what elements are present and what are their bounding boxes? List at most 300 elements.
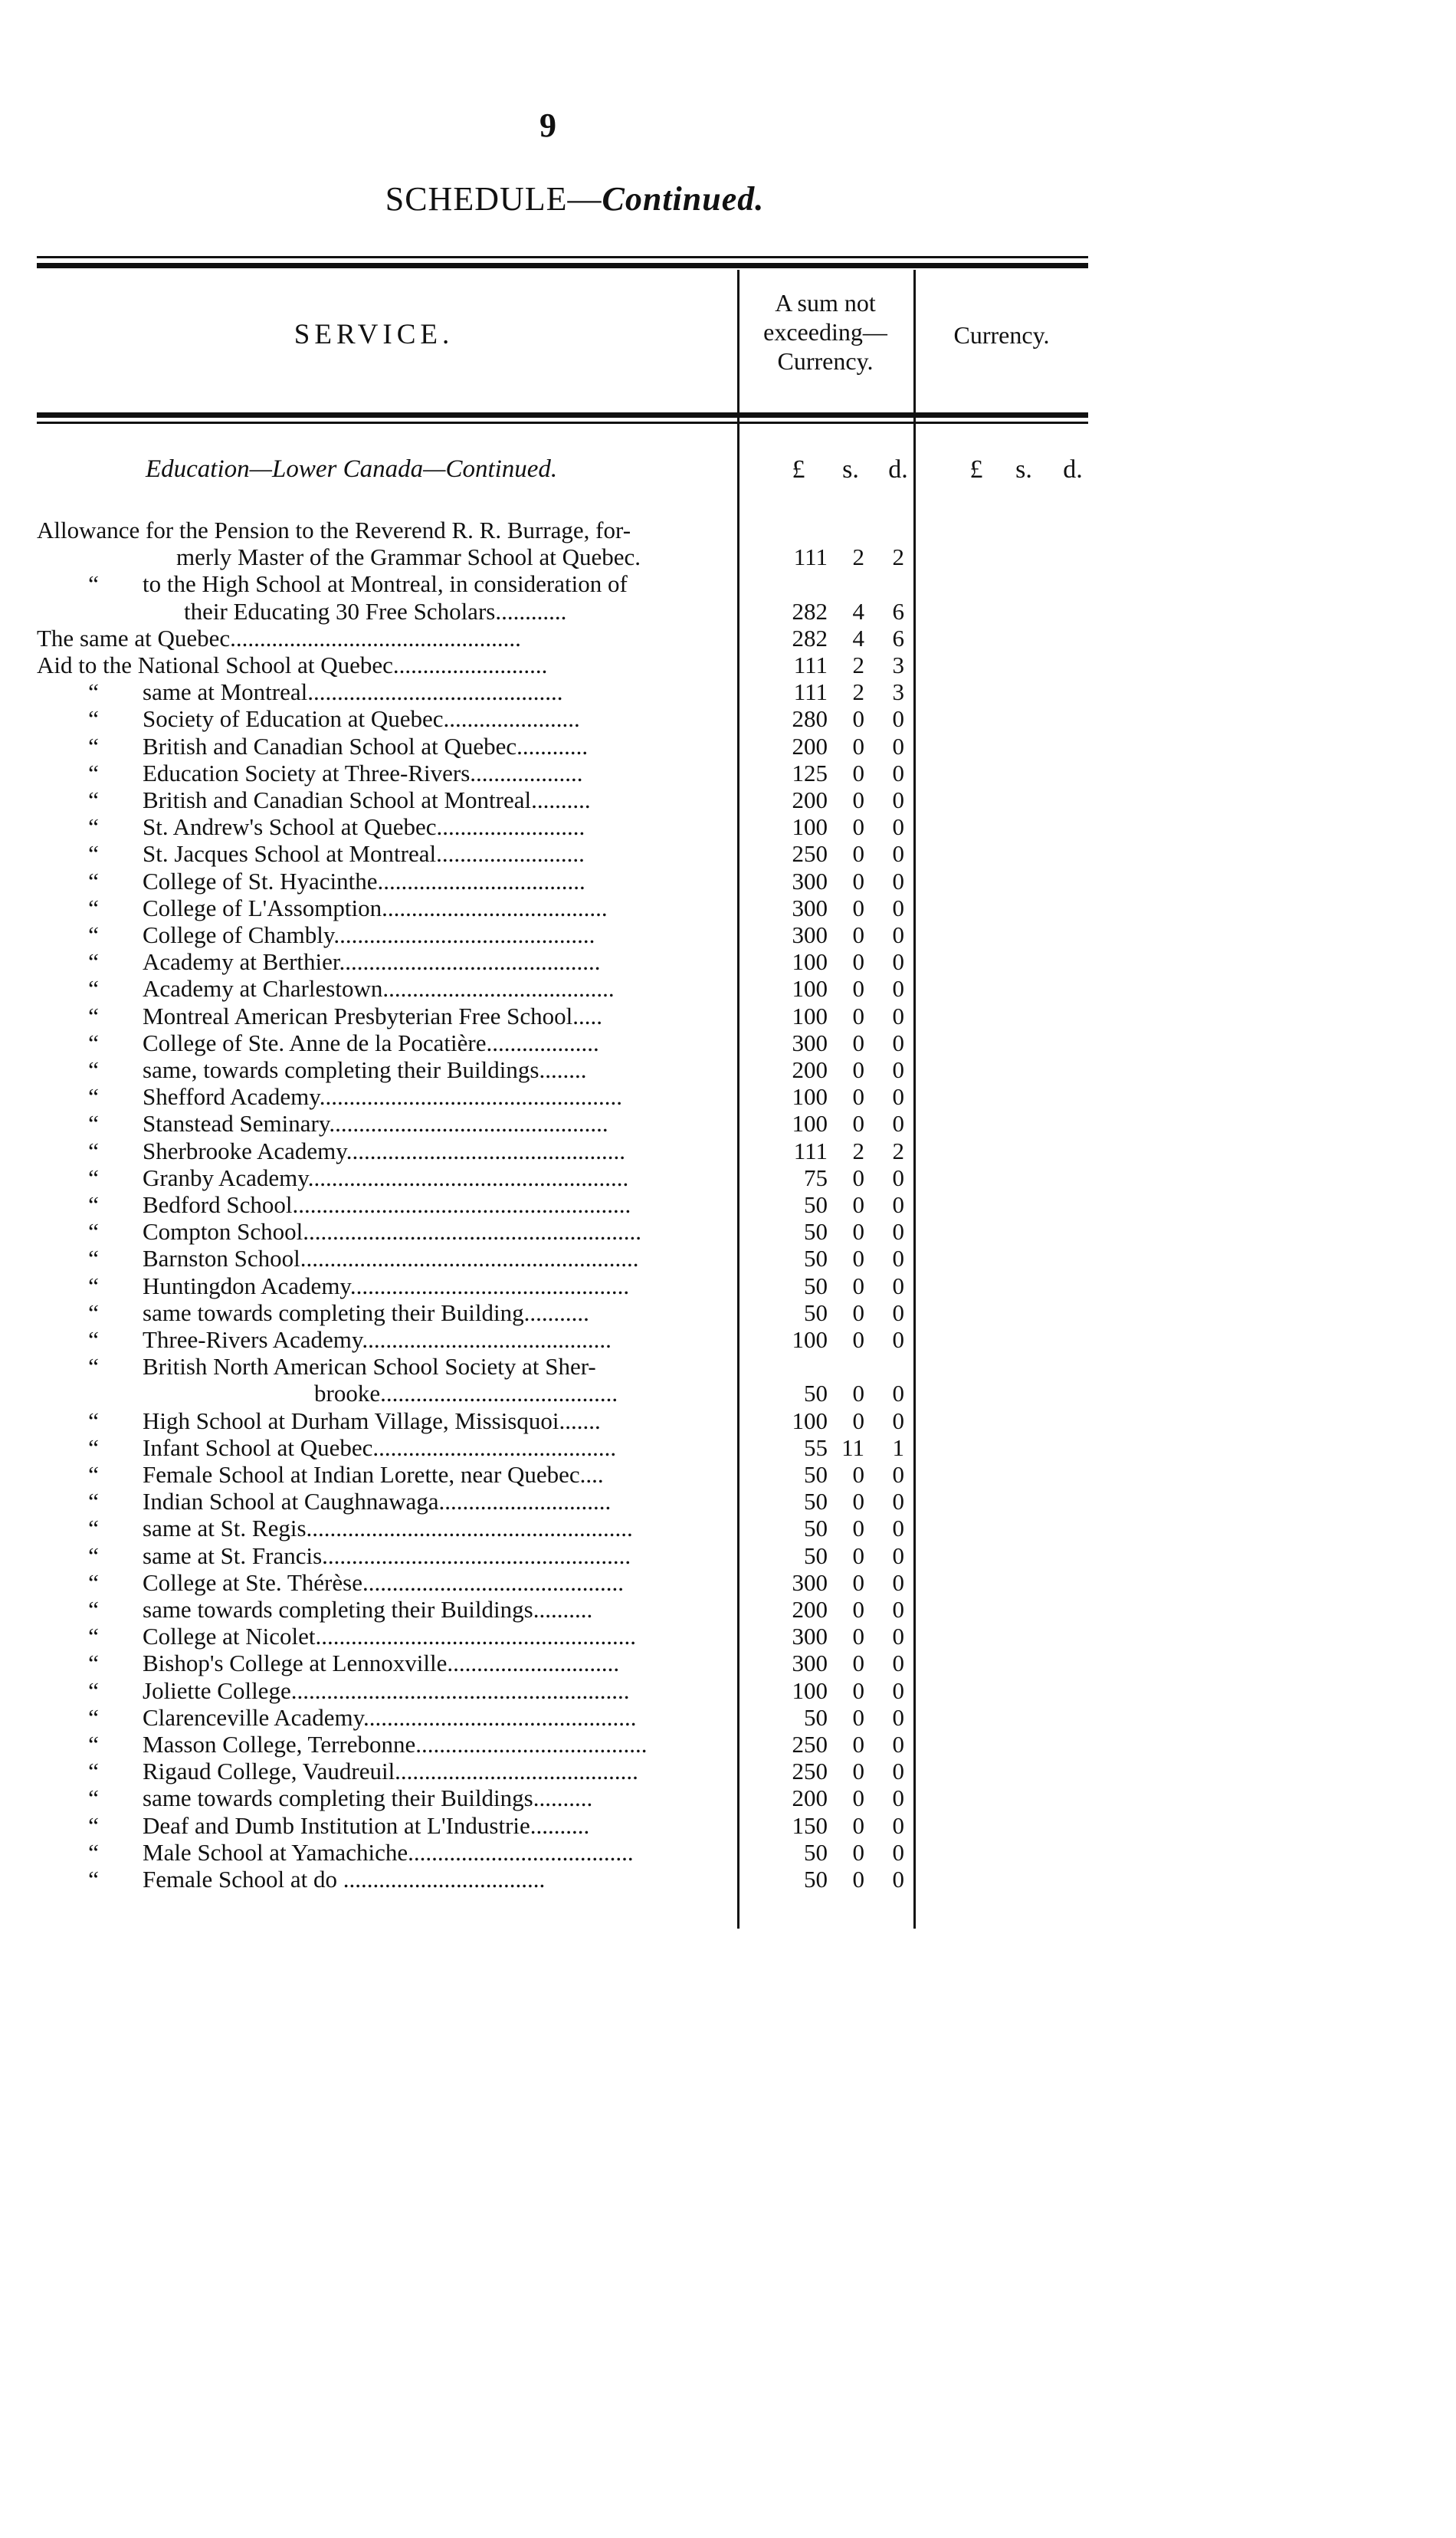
amount-shillings: 0 xyxy=(852,840,864,868)
amount-pence: 0 xyxy=(892,840,904,868)
service-label: Compton School......................................................... xyxy=(143,1219,642,1246)
amount-pounds: 200 xyxy=(792,732,828,760)
service-label: Bedford School......................................................... xyxy=(143,1192,631,1218)
amount-pounds: 50 xyxy=(804,1515,828,1542)
service-label: same towards completing their Buildings.......... xyxy=(143,1597,593,1623)
ditto-mark: “ xyxy=(88,1623,99,1650)
table-row xyxy=(0,734,1456,760)
ditto-mark: “ xyxy=(88,1433,99,1461)
service-label: College of Chambly............................................ xyxy=(143,922,595,948)
amount-pounds: 100 xyxy=(792,1676,828,1704)
ditto-mark: “ xyxy=(88,867,99,895)
amount-pence: 6 xyxy=(892,597,904,625)
ditto-mark: “ xyxy=(88,705,99,733)
service-label: Stanstead Seminary............................................... xyxy=(143,1111,608,1138)
amount-pounds: 50 xyxy=(804,1866,828,1893)
table-row xyxy=(0,706,1456,732)
service-label: College of L'Assomption...................................... xyxy=(143,895,608,921)
table-row xyxy=(0,814,1456,840)
service-label: Academy at Charlestown....................................... xyxy=(143,976,615,1003)
ditto-mark: “ xyxy=(88,1784,99,1812)
table-row xyxy=(0,1219,1456,1245)
amount-pence: 0 xyxy=(892,1811,904,1839)
amount-shillings: 2 xyxy=(852,1137,864,1164)
table-row xyxy=(0,1624,1456,1650)
ditto-mark: “ xyxy=(88,1838,99,1866)
table-row xyxy=(0,922,1456,948)
table-row xyxy=(0,1732,1456,1758)
amount-pence: 3 xyxy=(892,678,904,706)
schedule-title-continued: Continued. xyxy=(602,180,765,218)
table-row xyxy=(0,1435,1456,1461)
service-label: Academy at Berthier............................................ xyxy=(143,949,601,976)
table-row xyxy=(0,1705,1456,1731)
service-label: Society of Education at Quebec....................... xyxy=(143,706,580,733)
amount-shillings: 0 xyxy=(852,732,864,760)
amount-shillings: 4 xyxy=(852,624,864,652)
service-label: Deaf and Dumb Institution at L'Industrie.......... xyxy=(143,1812,590,1839)
ditto-mark: “ xyxy=(88,1515,99,1542)
section-title: Education—Lower Canada—Continued. xyxy=(146,455,558,483)
service-label: same at Montreal........................................... xyxy=(143,679,563,706)
ditto-mark: “ xyxy=(88,1191,99,1218)
table-row xyxy=(0,841,1456,867)
ditto-mark: “ xyxy=(88,1542,99,1569)
amount-pence: 0 xyxy=(892,1056,904,1083)
table-row xyxy=(0,1381,1456,1407)
amount-pence: 0 xyxy=(892,759,904,786)
amount-shillings: 0 xyxy=(852,1029,864,1056)
amount-shillings: 0 xyxy=(852,1002,864,1029)
ditto-mark: “ xyxy=(88,1326,99,1353)
table-row xyxy=(0,1084,1456,1110)
amount-shillings: 0 xyxy=(852,1758,864,1785)
table-row xyxy=(0,1057,1456,1083)
amount-pounds: 300 xyxy=(792,1568,828,1596)
amount-pounds: 100 xyxy=(792,1110,828,1138)
amount-shillings: 0 xyxy=(852,1703,864,1731)
currency-pounds-unit: £ xyxy=(969,455,983,484)
amount-pence: 0 xyxy=(892,1380,904,1407)
ditto-mark: “ xyxy=(88,1866,99,1893)
ditto-mark: “ xyxy=(88,948,99,976)
amount-pence: 0 xyxy=(892,948,904,976)
ditto-mark: “ xyxy=(88,1758,99,1785)
service-label: St. Andrew's School at Quebec......................... xyxy=(143,814,585,841)
amount-shillings: 2 xyxy=(852,543,864,571)
amount-shillings: 0 xyxy=(852,1811,864,1839)
service-label: Education Society at Three-Rivers................... xyxy=(143,760,583,786)
service-label: same towards completing their Building........... xyxy=(143,1299,589,1326)
amount-shillings: 0 xyxy=(852,1784,864,1812)
service-column-header: SERVICE. xyxy=(293,319,454,350)
table-row xyxy=(0,868,1456,895)
service-label: British and Canadian School at Quebec............ xyxy=(143,733,589,760)
amount-shillings: 0 xyxy=(852,786,864,813)
amount-pounds: 50 xyxy=(804,1272,828,1299)
service-label: British and Canadian School at Montreal.......... xyxy=(143,787,591,813)
table-row xyxy=(0,1138,1456,1164)
sum-column-header: A sum not exceeding— Currency. xyxy=(763,289,887,375)
amount-pounds: 50 xyxy=(804,1380,828,1407)
amount-pence: 0 xyxy=(892,1029,904,1056)
service-label: Granby Academy...................................................... xyxy=(143,1164,629,1191)
amount-shillings: 0 xyxy=(852,867,864,895)
amount-shillings: 0 xyxy=(852,1191,864,1218)
ditto-mark: “ xyxy=(88,1164,99,1191)
header-top-rule-thin xyxy=(37,256,1088,258)
ditto-mark: “ xyxy=(88,1056,99,1083)
amount-pounds: 50 xyxy=(804,1218,828,1246)
amount-shillings: 0 xyxy=(852,1407,864,1434)
amount-pounds: 282 xyxy=(792,624,828,652)
amount-pounds: 125 xyxy=(792,759,828,786)
amount-shillings: 0 xyxy=(852,1218,864,1246)
amount-pence: 0 xyxy=(892,1326,904,1353)
table-row xyxy=(0,949,1456,975)
service-label: brooke........................................ xyxy=(314,1381,618,1407)
amount-pounds: 50 xyxy=(804,1299,828,1326)
amount-shillings: 0 xyxy=(852,1245,864,1272)
ditto-mark: “ xyxy=(88,732,99,760)
amount-pence: 0 xyxy=(892,1731,904,1758)
service-label: Clarenceville Academy.............................................. xyxy=(143,1704,637,1731)
ditto-mark: “ xyxy=(88,1029,99,1056)
amount-pence: 0 xyxy=(892,1461,904,1488)
service-label: The same at Quebec................................................. xyxy=(37,625,521,652)
table-row xyxy=(0,1758,1456,1784)
ditto-mark: “ xyxy=(88,894,99,921)
sum-shillings-unit: s. xyxy=(842,455,859,484)
ditto-mark: “ xyxy=(88,840,99,868)
table-row xyxy=(0,1327,1456,1353)
amount-pounds: 111 xyxy=(793,678,828,706)
amount-pence: 0 xyxy=(892,894,904,921)
service-label: Masson College, Terrebonne....................................... xyxy=(143,1732,648,1758)
ditto-mark: “ xyxy=(88,570,99,598)
service-label: same at St. Francis.................................................... xyxy=(143,1542,631,1569)
amount-pence: 0 xyxy=(892,1838,904,1866)
amount-pence: 0 xyxy=(892,1676,904,1704)
service-label: Indian School at Caughnawaga............................. xyxy=(143,1489,612,1515)
amount-pounds: 100 xyxy=(792,813,828,841)
amount-pounds: 111 xyxy=(793,1137,828,1164)
table-row xyxy=(0,1192,1456,1218)
service-label: College of St. Hyacinthe................................... xyxy=(143,868,585,895)
table-row xyxy=(0,1408,1456,1434)
amount-pence: 0 xyxy=(892,1002,904,1029)
amount-pounds: 50 xyxy=(804,1461,828,1488)
ditto-mark: “ xyxy=(88,975,99,1003)
service-label: Barnston School......................................................... xyxy=(143,1246,639,1272)
service-label: Female School at Indian Lorette, near Quebec.... xyxy=(143,1462,604,1488)
amount-pounds: 50 xyxy=(804,1703,828,1731)
amount-pence: 0 xyxy=(892,1866,904,1893)
amount-shillings: 0 xyxy=(852,1083,864,1111)
amount-pence: 1 xyxy=(892,1433,904,1461)
ditto-mark: “ xyxy=(88,1811,99,1839)
ditto-mark: “ xyxy=(88,1353,99,1381)
amount-shillings: 0 xyxy=(852,1488,864,1515)
amount-shillings: 0 xyxy=(852,975,864,1003)
amount-pence: 0 xyxy=(892,1110,904,1138)
table-row xyxy=(0,1354,1456,1380)
header-top-rule-thick xyxy=(37,263,1088,268)
amount-shillings: 0 xyxy=(852,1838,864,1866)
amount-shillings: 0 xyxy=(852,1056,864,1083)
amount-shillings: 0 xyxy=(852,1623,864,1650)
table-row xyxy=(0,1300,1456,1326)
amount-pence: 0 xyxy=(892,1218,904,1246)
table-row xyxy=(0,1597,1456,1623)
service-label: St. Jacques School at Montreal......................... xyxy=(143,841,585,868)
service-label: Joliette College......................................................... xyxy=(143,1677,630,1704)
amount-pounds: 100 xyxy=(792,1083,828,1111)
amount-shillings: 0 xyxy=(852,1461,864,1488)
table-row xyxy=(0,625,1456,652)
amount-shillings: 0 xyxy=(852,1272,864,1299)
ditto-mark: “ xyxy=(88,759,99,786)
table-row xyxy=(0,1867,1456,1893)
service-label: Allowance for the Pension to the Reverend R. R. Burrage, for- xyxy=(37,517,631,543)
table-row xyxy=(0,1246,1456,1272)
amount-pence: 2 xyxy=(892,1137,904,1164)
amount-pence: 0 xyxy=(892,867,904,895)
amount-pence: 0 xyxy=(892,813,904,841)
amount-shillings: 0 xyxy=(852,1515,864,1542)
amount-pence: 6 xyxy=(892,624,904,652)
amount-shillings: 0 xyxy=(852,1596,864,1623)
amount-pounds: 200 xyxy=(792,1056,828,1083)
table-row xyxy=(0,1462,1456,1488)
currency-pence-unit: d. xyxy=(1063,455,1083,484)
service-label: Shefford Academy................................................... xyxy=(143,1084,622,1111)
ditto-mark: “ xyxy=(88,921,99,948)
amount-shillings: 0 xyxy=(852,1326,864,1353)
schedule-title xyxy=(0,179,1149,218)
amount-pounds: 50 xyxy=(804,1245,828,1272)
amount-pounds: 50 xyxy=(804,1542,828,1569)
amount-pounds: 200 xyxy=(792,1596,828,1623)
amount-pence: 0 xyxy=(892,1164,904,1191)
amount-pounds: 100 xyxy=(792,1407,828,1434)
ditto-mark: “ xyxy=(88,1596,99,1623)
table-row xyxy=(0,1111,1456,1137)
amount-pence: 0 xyxy=(892,1083,904,1111)
table-row xyxy=(0,1165,1456,1191)
amount-pence: 3 xyxy=(892,652,904,678)
amount-pence: 0 xyxy=(892,1703,904,1731)
amount-shillings: 0 xyxy=(852,1568,864,1596)
amount-pence: 0 xyxy=(892,705,904,733)
amount-pence: 0 xyxy=(892,1623,904,1650)
amount-shillings: 0 xyxy=(852,894,864,921)
amount-shillings: 0 xyxy=(852,948,864,976)
amount-pounds: 50 xyxy=(804,1488,828,1515)
amount-pounds: 150 xyxy=(792,1811,828,1839)
currency-shillings-unit: s. xyxy=(1015,455,1032,484)
table-row xyxy=(0,517,1456,543)
amount-pence: 0 xyxy=(892,786,904,813)
ditto-mark: “ xyxy=(88,1137,99,1164)
page-number: 9 xyxy=(539,107,556,144)
table-row xyxy=(0,1030,1456,1056)
service-label: merly Master of the Grammar School at Quebec. xyxy=(176,544,641,571)
service-label: Female School at do .................................. xyxy=(143,1867,546,1893)
amount-shillings: 0 xyxy=(852,1731,864,1758)
amount-pence: 0 xyxy=(892,1515,904,1542)
service-label: College at Ste. Thérèse............................................ xyxy=(143,1569,624,1596)
table-row xyxy=(0,1273,1456,1299)
service-label: College at Nicolet...................................................... xyxy=(143,1624,637,1650)
amount-pence: 0 xyxy=(892,921,904,948)
service-label: same towards completing their Buildings.......... xyxy=(143,1785,593,1812)
table-row xyxy=(0,1543,1456,1569)
amount-pounds: 300 xyxy=(792,1623,828,1650)
amount-pounds: 200 xyxy=(792,1784,828,1812)
amount-shillings: 0 xyxy=(852,1299,864,1326)
amount-pounds: 300 xyxy=(792,1029,828,1056)
amount-pounds: 50 xyxy=(804,1191,828,1218)
table-row xyxy=(0,1785,1456,1811)
table-row xyxy=(0,1840,1456,1866)
table-row xyxy=(0,1813,1456,1839)
amount-pence: 0 xyxy=(892,975,904,1003)
amount-pence: 0 xyxy=(892,1299,904,1326)
service-label: Three-Rivers Academy.......................................... xyxy=(143,1327,612,1353)
amount-pence: 0 xyxy=(892,1568,904,1596)
amount-pence: 0 xyxy=(892,1407,904,1434)
amount-pence: 0 xyxy=(892,1245,904,1272)
amount-shillings: 0 xyxy=(852,1380,864,1407)
amount-pounds: 300 xyxy=(792,867,828,895)
service-label: High School at Durham Village, Missisquoi....... xyxy=(143,1407,601,1434)
amount-pence: 0 xyxy=(892,1542,904,1569)
amount-pence: 2 xyxy=(892,543,904,571)
amount-shillings: 0 xyxy=(852,705,864,733)
service-label: Montreal American Presbyterian Free School..... xyxy=(143,1003,603,1029)
amount-pounds: 111 xyxy=(793,543,828,571)
table-row xyxy=(0,544,1456,570)
table-row xyxy=(0,895,1456,921)
amount-pounds: 200 xyxy=(792,786,828,813)
ditto-mark: “ xyxy=(88,1407,99,1434)
service-label: British North American School Society at Sher- xyxy=(143,1354,596,1381)
amount-shillings: 0 xyxy=(852,1164,864,1191)
service-label: Male School at Yamachiche...................................... xyxy=(143,1839,634,1866)
table-row xyxy=(0,1678,1456,1704)
ditto-mark: “ xyxy=(88,786,99,813)
service-label: College of Ste. Anne de la Pocatière................... xyxy=(143,1029,599,1056)
ditto-mark: “ xyxy=(88,1568,99,1596)
amount-pounds: 250 xyxy=(792,1731,828,1758)
amount-shillings: 0 xyxy=(852,813,864,841)
amount-pounds: 300 xyxy=(792,921,828,948)
amount-shillings: 0 xyxy=(852,1676,864,1704)
service-label: same at St. Regis....................................................... xyxy=(143,1515,633,1542)
ditto-mark: “ xyxy=(88,1703,99,1731)
ditto-mark: “ xyxy=(88,1650,99,1677)
ditto-mark: “ xyxy=(88,1731,99,1758)
ditto-mark: “ xyxy=(88,1299,99,1326)
ditto-mark: “ xyxy=(88,1218,99,1246)
table-row xyxy=(0,1003,1456,1029)
ditto-mark: “ xyxy=(88,813,99,841)
sum-pence-unit: d. xyxy=(888,455,908,484)
ditto-mark: “ xyxy=(88,1245,99,1272)
amount-pounds: 75 xyxy=(804,1164,828,1191)
amount-shillings: 0 xyxy=(852,921,864,948)
amount-pounds: 100 xyxy=(792,975,828,1003)
amount-shillings: 0 xyxy=(852,1110,864,1138)
service-label: Huntingdon Academy............................................... xyxy=(143,1272,630,1299)
ditto-mark: “ xyxy=(88,678,99,706)
ditto-mark: “ xyxy=(88,1272,99,1299)
amount-pence: 0 xyxy=(892,1758,904,1785)
amount-pounds: 250 xyxy=(792,1758,828,1785)
amount-pounds: 280 xyxy=(792,705,828,733)
ditto-mark: “ xyxy=(88,1488,99,1515)
table-row xyxy=(0,652,1456,678)
service-label: Rigaud College, Vaudreuil......................................... xyxy=(143,1758,638,1785)
amount-pence: 0 xyxy=(892,1488,904,1515)
header-bottom-rule-thick xyxy=(37,412,1088,418)
ditto-mark: “ xyxy=(88,1002,99,1029)
currency-column-header: Currency. xyxy=(953,321,1050,349)
amount-pounds: 250 xyxy=(792,840,828,868)
amount-pounds: 100 xyxy=(792,948,828,976)
service-label: same, towards completing their Buildings........ xyxy=(143,1057,587,1083)
amount-shillings: 0 xyxy=(852,1650,864,1677)
amount-pounds: 55 xyxy=(804,1433,828,1461)
sum-pounds-unit: £ xyxy=(792,455,805,484)
amount-pounds: 300 xyxy=(792,894,828,921)
table-row xyxy=(0,679,1456,705)
amount-pounds: 282 xyxy=(792,597,828,625)
amount-shillings: 2 xyxy=(852,652,864,678)
amount-shillings: 11 xyxy=(841,1433,864,1461)
amount-pounds: 300 xyxy=(792,1650,828,1677)
amount-pence: 0 xyxy=(892,1191,904,1218)
schedule-title-main: SCHEDULE— xyxy=(385,180,602,218)
amount-pounds: 111 xyxy=(793,652,828,678)
amount-pence: 0 xyxy=(892,732,904,760)
amount-shillings: 0 xyxy=(852,1866,864,1893)
header-bottom-rule-thin xyxy=(37,422,1088,424)
table-row xyxy=(0,760,1456,786)
table-row xyxy=(0,1489,1456,1515)
table-row xyxy=(0,976,1456,1002)
amount-pounds: 100 xyxy=(792,1002,828,1029)
ditto-mark: “ xyxy=(88,1083,99,1111)
amount-shillings: 0 xyxy=(852,1542,864,1569)
amount-shillings: 2 xyxy=(852,678,864,706)
table-row xyxy=(0,1650,1456,1676)
amount-shillings: 4 xyxy=(852,597,864,625)
table-row xyxy=(0,1570,1456,1596)
amount-pence: 0 xyxy=(892,1784,904,1812)
amount-pounds: 100 xyxy=(792,1326,828,1353)
service-label: to the High School at Montreal, in consideration of xyxy=(143,571,628,598)
service-label: Infant School at Quebec......................................... xyxy=(143,1434,617,1461)
amount-pounds: 50 xyxy=(804,1838,828,1866)
table-row xyxy=(0,599,1456,625)
ditto-mark: “ xyxy=(88,1676,99,1704)
ditto-mark: “ xyxy=(88,1110,99,1138)
amount-pence: 0 xyxy=(892,1272,904,1299)
service-label: their Educating 30 Free Scholars............ xyxy=(184,598,567,625)
amount-shillings: 0 xyxy=(852,759,864,786)
